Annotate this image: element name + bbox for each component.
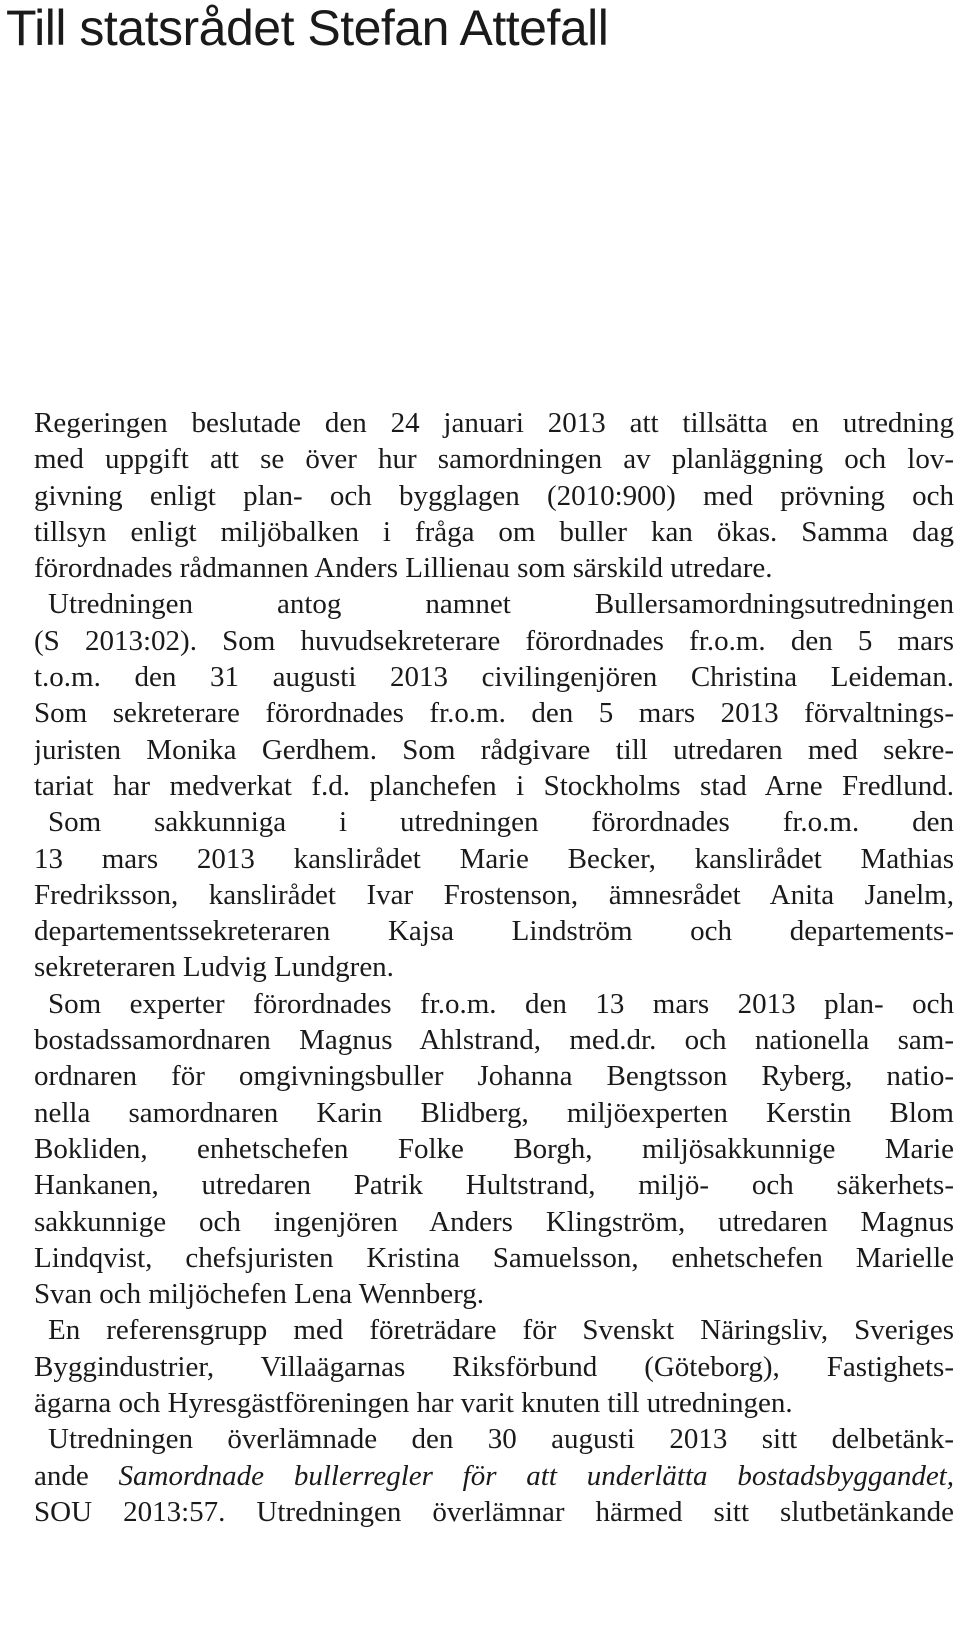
text-line-6: Utredningen antog namnet Bullersamordningsutredningen [48, 588, 954, 621]
text-line-31: SOU 2013:57. Utredningen överlämnar härmed sitt slutbetänkande [34, 1495, 954, 1528]
text-line-7: (S 2013:02). Som huvudsekreterare förordnades fr.o.m. den 5 mars [34, 624, 954, 657]
text-line-21: Bokliden, enhetschefen Folke Borgh, miljösakkunnige Marie [34, 1132, 954, 1165]
paragraph-lines [34, 405, 954, 1458]
text-line-22: Hankanen, utredaren Patrik Hultstrand, miljö- och säkerhets- [34, 1169, 954, 1202]
text-line-10: juristen Monika Gerdhem. Som rådgivare till utredaren med sekre- [34, 733, 954, 766]
text-line-14: Fredriksson, kanslirådet Ivar Frostenson, ämnesrådet Anita Janelm, [34, 878, 954, 911]
text-line-29: Utredningen överlämnade den 30 augusti 2013 sitt delbetänk- [48, 1423, 954, 1456]
text-line-23: sakkunnige och ingenjören Anders Klingström, utredaren Magnus [34, 1205, 954, 1238]
text-line-26: En referensgrupp med företrädare för Svenskt Näringsliv, Sveriges [48, 1314, 954, 1347]
text-line-5: förordnades rådmannen Anders Lillienau som särskild utredare. [34, 552, 773, 585]
text-line-25: Svan och miljöchefen Lena Wennberg. [34, 1278, 484, 1311]
text-line-20: nella samordnaren Karin Blidberg, miljöexperten Kerstin Blom [34, 1096, 954, 1129]
text-line-16: sekreteraren Ludvig Lundgren. [34, 951, 394, 984]
text-line-13: 13 mars 2013 kanslirådet Marie Becker, kanslirådet Mathias [34, 842, 954, 875]
text-line-9: Som sekreterare förordnades fr.o.m. den 5 mars 2013 förvaltnings- [34, 697, 954, 730]
text-line-15: departementssekreteraren Kajsa Lindström och departements- [34, 915, 954, 948]
text-line-12: Som sakkunniga i utredningen förordnades fr.o.m. den [48, 806, 954, 839]
page-title: Till statsrådet Stefan Attefall [6, 0, 609, 56]
text-line-4: tillsyn enligt miljöbalken i fråga om buller kan ökas. Samma dag [34, 515, 954, 548]
text-line-3: givning enligt plan- och bygglagen (2010:900) med prövning och [34, 479, 954, 512]
text-line-1: Regeringen beslutade den 24 januari 2013 att tillsätta en utredning [34, 407, 954, 439]
text-line-8: t.o.m. den 31 augusti 2013 civilingenjören Christina Leideman. [34, 661, 954, 694]
text-line-19: ordnaren för omgivningsbuller Johanna Bengtsson Ryberg, natio- [34, 1060, 954, 1093]
text-line-30-start: ande [34, 1459, 119, 1492]
document-body [34, 405, 954, 1530]
text-line-27: Byggindustrier, Villaägarnas Riksförbund (Göteborg), Fastighets- [34, 1350, 954, 1383]
text-line-11: tariat har medverkat f.d. planchefen i Stockholms stad Arne Fredlund. [34, 769, 954, 802]
text-line-24: Lindqvist, chefsjuristen Kristina Samuelsson, enhetschefen Marielle [34, 1241, 954, 1274]
text-line-18: bostadssamordnaren Magnus Ahlstrand, med.dr. och nationella sam- [34, 1024, 954, 1057]
text-line-30 [34, 1458, 954, 1494]
text-line-2: med uppgift att se över hur samordningen av planläggning och lov- [34, 443, 954, 476]
text-line-28: ägarna och Hyresgästföreningen har varit knuten till utredningen. [34, 1387, 793, 1420]
report-title-italic: Samordnade bullerregler för att underlätta bostadsbyggandet, [118, 1459, 954, 1492]
text-line-17: Som experter förordnades fr.o.m. den 13 mars 2013 plan- och [48, 987, 954, 1020]
